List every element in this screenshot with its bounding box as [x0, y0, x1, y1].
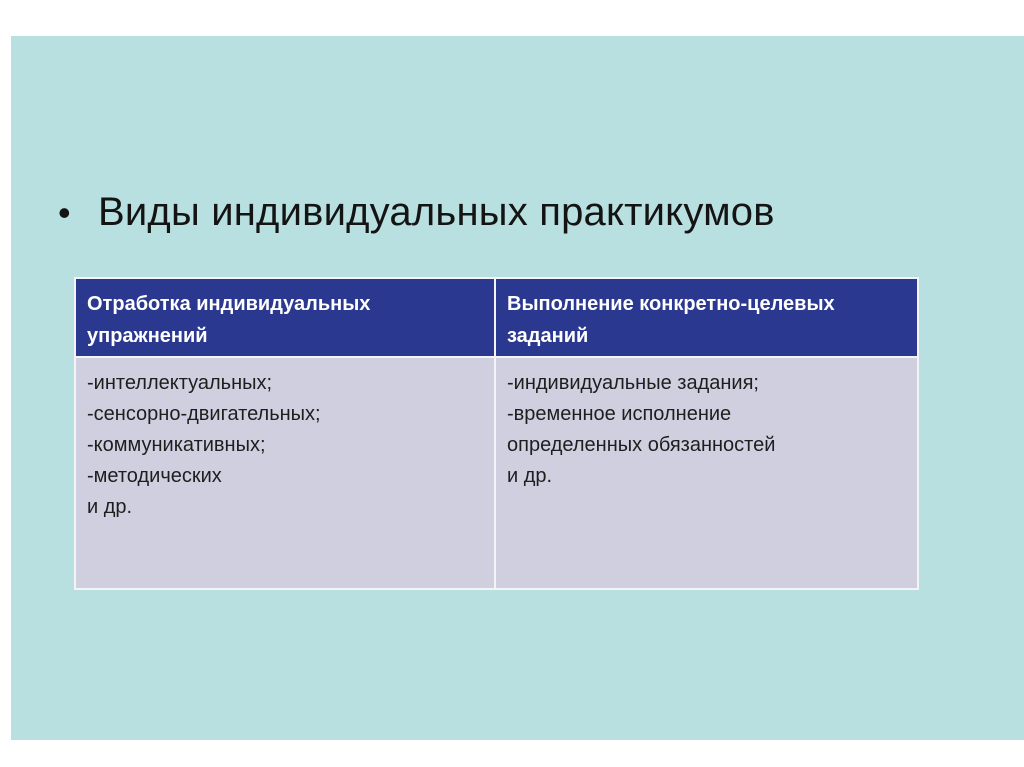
- list-item: -коммуникативных;: [87, 434, 266, 456]
- table-row: [75, 357, 918, 589]
- list-item: определенных обязанностей: [507, 434, 776, 456]
- list-item: -интеллектуальных;: [87, 372, 273, 394]
- list-item: и др.: [87, 496, 133, 518]
- bullet-item: [48, 188, 775, 237]
- bullet-dot-icon: •: [58, 192, 71, 233]
- list-item: -методических: [87, 465, 222, 487]
- table-header-row: [75, 278, 918, 357]
- header-label-left: Отработка индивидуальных упражнений: [87, 293, 371, 347]
- list-item: -временное исполнение: [507, 403, 732, 425]
- table-cell-left: [75, 357, 495, 589]
- practicum-table: [74, 277, 919, 590]
- header-label-right: Выполнение конкретно-целевых заданий: [507, 293, 835, 347]
- list-item: -сенсорно-двигательных;: [87, 403, 321, 425]
- list-item: -индивидуальные задания;: [507, 372, 759, 394]
- list-item: и др.: [507, 465, 553, 487]
- table-cell-right: [495, 357, 918, 589]
- slide-heading: Виды индивидуальных практикумов: [98, 190, 775, 234]
- table-header-cell-left: [75, 278, 495, 357]
- table-header-cell-right: [495, 278, 918, 357]
